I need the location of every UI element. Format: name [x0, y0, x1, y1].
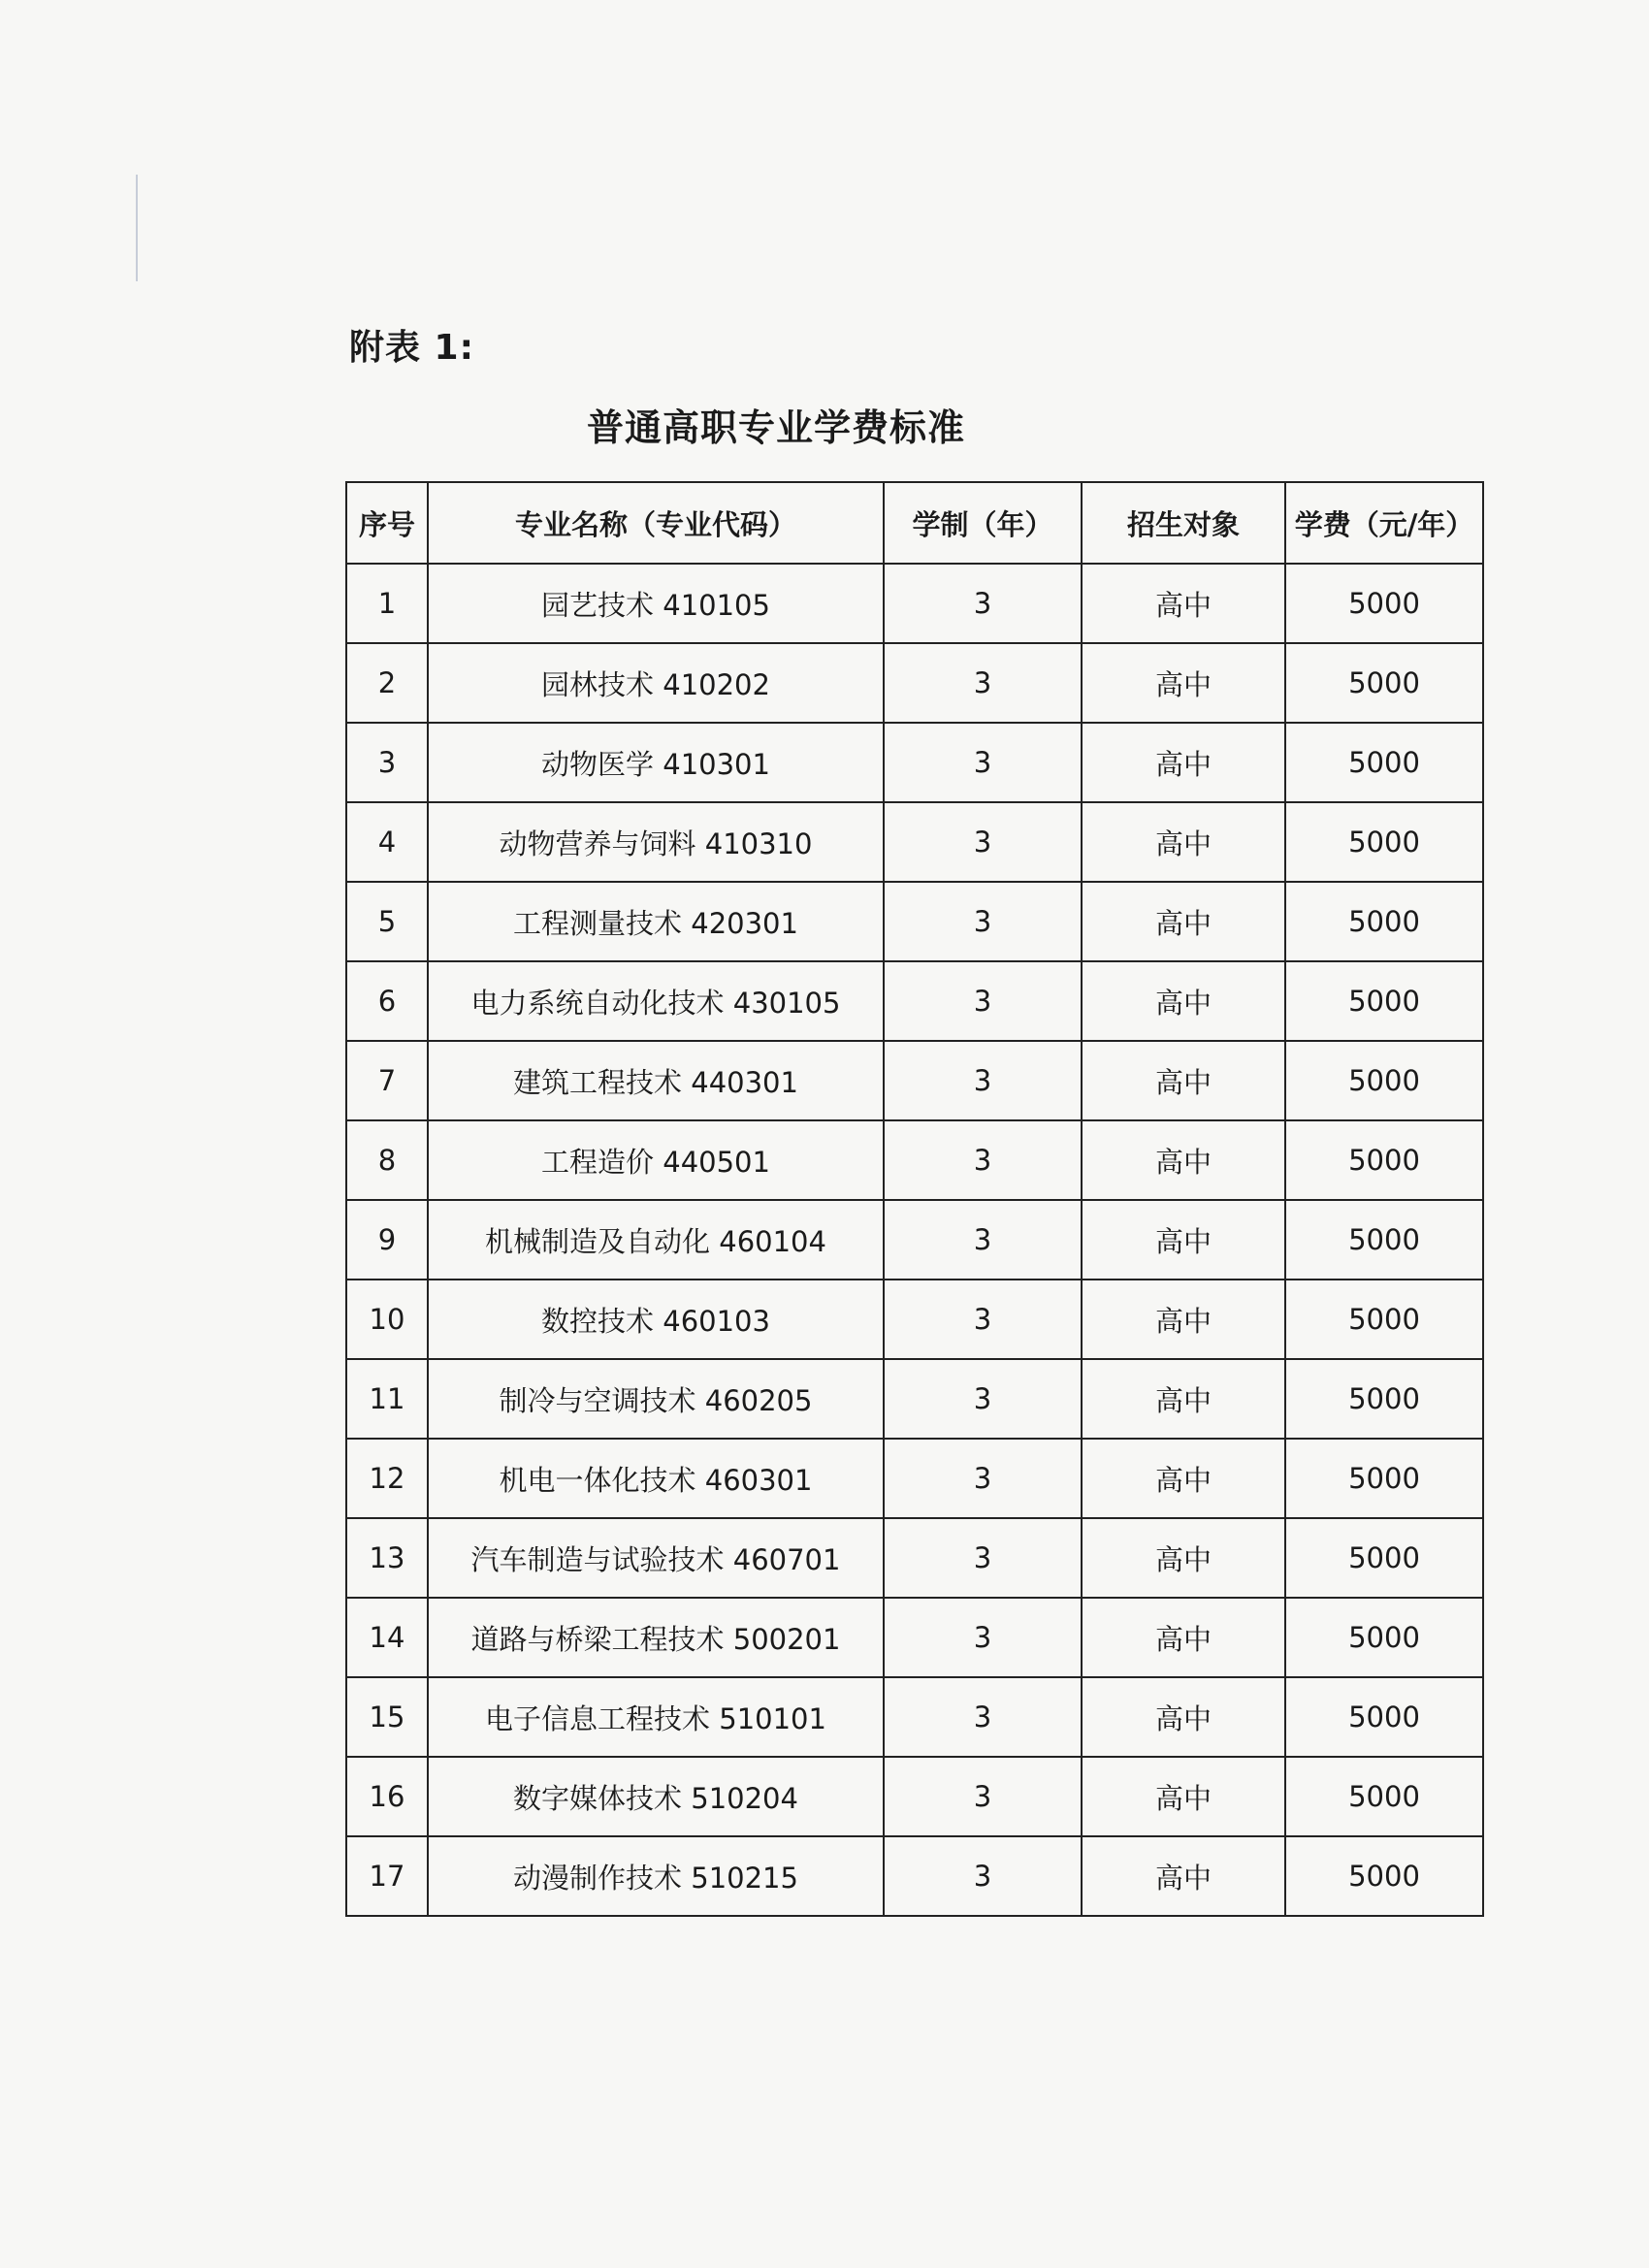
cell-fee: 5000: [1285, 1041, 1483, 1120]
cell-years: 3: [884, 1757, 1082, 1836]
cell-target: 高中: [1082, 1120, 1285, 1200]
table-header-row: [346, 482, 1483, 564]
cell-no: 4: [346, 802, 428, 882]
cell-major-name: 制冷与空调技术 460205: [428, 1359, 884, 1439]
table-row: [346, 1757, 1483, 1836]
cell-target: 高中: [1082, 1518, 1285, 1598]
cell-fee: 5000: [1285, 1120, 1483, 1200]
cell-years: 3: [884, 1439, 1082, 1518]
cell-major-name: 汽车制造与试验技术 460701: [428, 1518, 884, 1598]
cell-major-name: 数控技术 460103: [428, 1280, 884, 1359]
tuition-fee-table: [345, 481, 1484, 1917]
scan-artifact-line: [136, 175, 138, 281]
header-fee: 学费（元/年）: [1285, 482, 1483, 564]
cell-years: 3: [884, 1280, 1082, 1359]
table-row: [346, 1836, 1483, 1916]
cell-major-name: 电子信息工程技术 510101: [428, 1677, 884, 1757]
cell-fee: 5000: [1285, 1836, 1483, 1916]
table-row: [346, 802, 1483, 882]
cell-fee: 5000: [1285, 1598, 1483, 1677]
cell-no: 8: [346, 1120, 428, 1200]
cell-fee: 5000: [1285, 802, 1483, 882]
table-row: [346, 643, 1483, 723]
table-row: [346, 1041, 1483, 1120]
table-row: [346, 1359, 1483, 1439]
table-row: [346, 1120, 1483, 1200]
cell-major-name: 动漫制作技术 510215: [428, 1836, 884, 1916]
cell-major-name: 工程造价 440501: [428, 1120, 884, 1200]
cell-fee: 5000: [1285, 564, 1483, 643]
cell-major-name: 动物营养与饲料 410310: [428, 802, 884, 882]
cell-years: 3: [884, 802, 1082, 882]
cell-target: 高中: [1082, 723, 1285, 802]
cell-target: 高中: [1082, 882, 1285, 961]
cell-no: 6: [346, 961, 428, 1041]
attachment-label: 附表 1:: [349, 328, 474, 368]
cell-fee: 5000: [1285, 643, 1483, 723]
table-row: [346, 961, 1483, 1041]
cell-fee: 5000: [1285, 1677, 1483, 1757]
cell-target: 高中: [1082, 1677, 1285, 1757]
cell-fee: 5000: [1285, 1200, 1483, 1280]
table-row: [346, 1518, 1483, 1598]
cell-target: 高中: [1082, 961, 1285, 1041]
cell-major-name: 道路与桥梁工程技术 500201: [428, 1598, 884, 1677]
cell-fee: 5000: [1285, 1359, 1483, 1439]
cell-years: 3: [884, 1598, 1082, 1677]
cell-no: 9: [346, 1200, 428, 1280]
cell-major-name: 园林技术 410202: [428, 643, 884, 723]
cell-target: 高中: [1082, 802, 1285, 882]
cell-no: 13: [346, 1518, 428, 1598]
cell-years: 3: [884, 723, 1082, 802]
cell-years: 3: [884, 1041, 1082, 1120]
cell-fee: 5000: [1285, 882, 1483, 961]
cell-no: 14: [346, 1598, 428, 1677]
header-years: 学制（年）: [884, 482, 1082, 564]
cell-years: 3: [884, 882, 1082, 961]
cell-target: 高中: [1082, 1757, 1285, 1836]
cell-major-name: 机械制造及自动化 460104: [428, 1200, 884, 1280]
cell-fee: 5000: [1285, 723, 1483, 802]
cell-no: 7: [346, 1041, 428, 1120]
cell-years: 3: [884, 564, 1082, 643]
table-row: [346, 564, 1483, 643]
cell-no: 3: [346, 723, 428, 802]
table-row: [346, 882, 1483, 961]
cell-target: 高中: [1082, 1439, 1285, 1518]
cell-target: 高中: [1082, 1836, 1285, 1916]
header-target: 招生对象: [1082, 482, 1285, 564]
cell-no: 15: [346, 1677, 428, 1757]
cell-target: 高中: [1082, 1200, 1285, 1280]
cell-years: 3: [884, 1677, 1082, 1757]
cell-no: 10: [346, 1280, 428, 1359]
cell-no: 2: [346, 643, 428, 723]
cell-fee: 5000: [1285, 961, 1483, 1041]
cell-fee: 5000: [1285, 1757, 1483, 1836]
cell-major-name: 数字媒体技术 510204: [428, 1757, 884, 1836]
cell-years: 3: [884, 1120, 1082, 1200]
table-body: [346, 564, 1483, 1916]
cell-major-name: 园艺技术 410105: [428, 564, 884, 643]
cell-years: 3: [884, 961, 1082, 1041]
cell-fee: 5000: [1285, 1280, 1483, 1359]
table-row: [346, 723, 1483, 802]
cell-years: 3: [884, 1836, 1082, 1916]
cell-major-name: 机电一体化技术 460301: [428, 1439, 884, 1518]
header-no: 序号: [346, 482, 428, 564]
header-major-name: 专业名称（专业代码）: [428, 482, 884, 564]
cell-major-name: 工程测量技术 420301: [428, 882, 884, 961]
cell-target: 高中: [1082, 1280, 1285, 1359]
cell-no: 11: [346, 1359, 428, 1439]
table-row: [346, 1439, 1483, 1518]
cell-target: 高中: [1082, 1041, 1285, 1120]
cell-major-name: 建筑工程技术 440301: [428, 1041, 884, 1120]
cell-years: 3: [884, 1359, 1082, 1439]
table-row: [346, 1200, 1483, 1280]
cell-no: 5: [346, 882, 428, 961]
cell-years: 3: [884, 643, 1082, 723]
cell-fee: 5000: [1285, 1439, 1483, 1518]
cell-years: 3: [884, 1200, 1082, 1280]
cell-no: 1: [346, 564, 428, 643]
cell-no: 12: [346, 1439, 428, 1518]
cell-no: 16: [346, 1757, 428, 1836]
cell-major-name: 动物医学 410301: [428, 723, 884, 802]
cell-target: 高中: [1082, 564, 1285, 643]
table-row: [346, 1280, 1483, 1359]
cell-major-name: 电力系统自动化技术 430105: [428, 961, 884, 1041]
cell-no: 17: [346, 1836, 428, 1916]
document-title-wrap: [485, 398, 1067, 451]
table-row: [346, 1598, 1483, 1677]
cell-target: 高中: [1082, 643, 1285, 723]
cell-target: 高中: [1082, 1359, 1285, 1439]
cell-target: 高中: [1082, 1598, 1285, 1677]
cell-years: 3: [884, 1518, 1082, 1598]
document-title: 普通高职专业学费标准: [586, 405, 965, 449]
cell-fee: 5000: [1285, 1518, 1483, 1598]
table-row: [346, 1677, 1483, 1757]
